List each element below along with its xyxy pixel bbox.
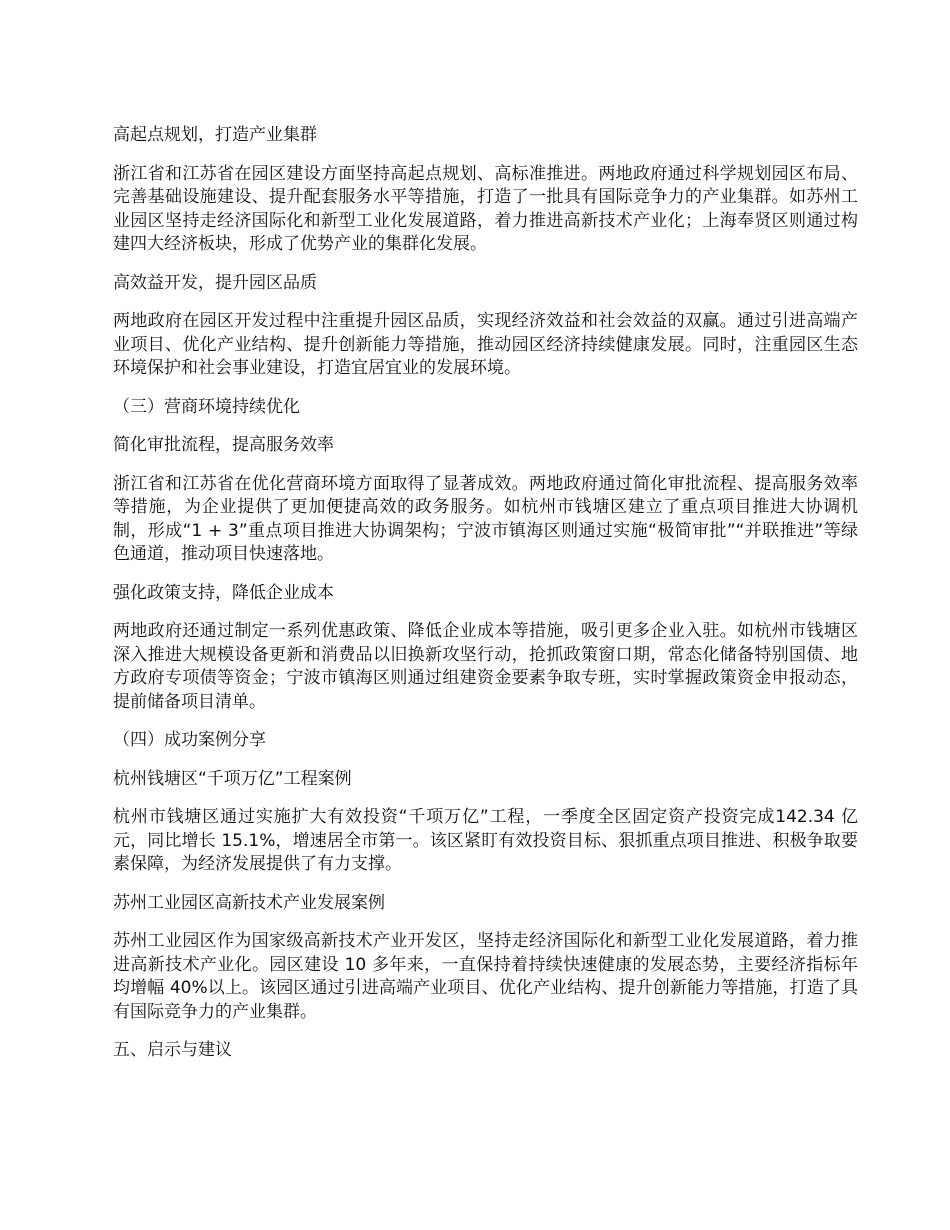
section-heading: 简化审批流程，提高服务效率 <box>113 435 334 455</box>
paragraph: 浙江省和江苏省在优化营商环境方面取得了显著成效。两地政府通过简化审批流程、提高服务效率等措施，为企业提供了更加便捷高效的政务服务。如杭州市钱塘区建立了重点项目推进大协调机制，形成“1 + 3”重点项目推进大协调架构；宁波市镇海区则通过实施“极简审批”“并联推进”等绿色通道，推动项目快速落地。 <box>113 473 858 564</box>
section-heading: 高效益开发，提升园区品质 <box>113 272 317 293</box>
paragraph: 苏州工业园区作为国家级高新技术产业开发区，坚持走经济国际化和新型工业化发展道路，着力推进高新技术产业化。园区建设 10 多年来，一直保持着持续快速健康的发展态势，主要经济指标年均增幅 40%以上。该园区通过引进高端产业项目、优化产业结构、提升创新能力等措施，打造了具有国际竞争力的产业集群。 <box>113 931 858 1022</box>
paragraph: 杭州市钱塘区通过实施扩大有效投资“千项万亿”工程，一季度全区固定资产投资完成142.34 亿元，同比增长 15.1%，增速居全市第一。该区紧盯有效投资目标、狠抓重点项目推进、积极争取要素保障，为经济发展提供了有力支撑。 <box>113 807 858 874</box>
paragraph: 两地政府还通过制定一系列优惠政策、降低企业成本等措施，吸引更多企业入驻。如杭州市钱塘区深入推进大规模设备更新和消费品以旧换新攻坚行动，抢抓政策窗口期，常态化储备特别国债、地方政府专项债等资金；宁波市镇海区则通过组建资金要素争取专班，实时掌握政策资金申报动态，提前储备项目清单。 <box>113 621 858 712</box>
paragraph: 浙江省和江苏省在园区建设方面坚持高起点规划、高标准推进。两地政府通过科学规划园区布局、完善基础设施建设、提升配套服务水平等措施，打造了一批具有国际竞争力的产业集群。如苏州工业园区坚持走经济国际化和新型工业化发展道路，着力推进高新技术产业化；上海奉贤区则通过构建四大经济板块，形成了优势产业的集群化发展。 <box>113 163 858 254</box>
section-heading: 五、启示与建议 <box>113 1040 232 1060</box>
section-heading: 杭州钱塘区“千项万亿”工程案例 <box>113 768 352 789</box>
section-heading: 苏州工业园区高新技术产业发展案例 <box>113 892 385 913</box>
section-heading: 强化政策支持，降低企业成本 <box>113 582 334 603</box>
document-body <box>113 124 858 1078</box>
paragraph: 两地政府在园区开发过程中注重提升园区品质，实现经济效益和社会效益的双赢。通过引进高端产业项目、优化产业结构、提升创新能力等措施，推动园区经济持续健康发展。同时，注重园区生态环境保护和社会事业建设，打造宜居宜业的发展环境。 <box>113 311 858 378</box>
section-heading: 高起点规划，打造产业集群 <box>113 125 317 145</box>
section-heading: （四）成功案例分享 <box>113 730 266 750</box>
section-heading: （三）营商环境持续优化 <box>113 396 300 417</box>
